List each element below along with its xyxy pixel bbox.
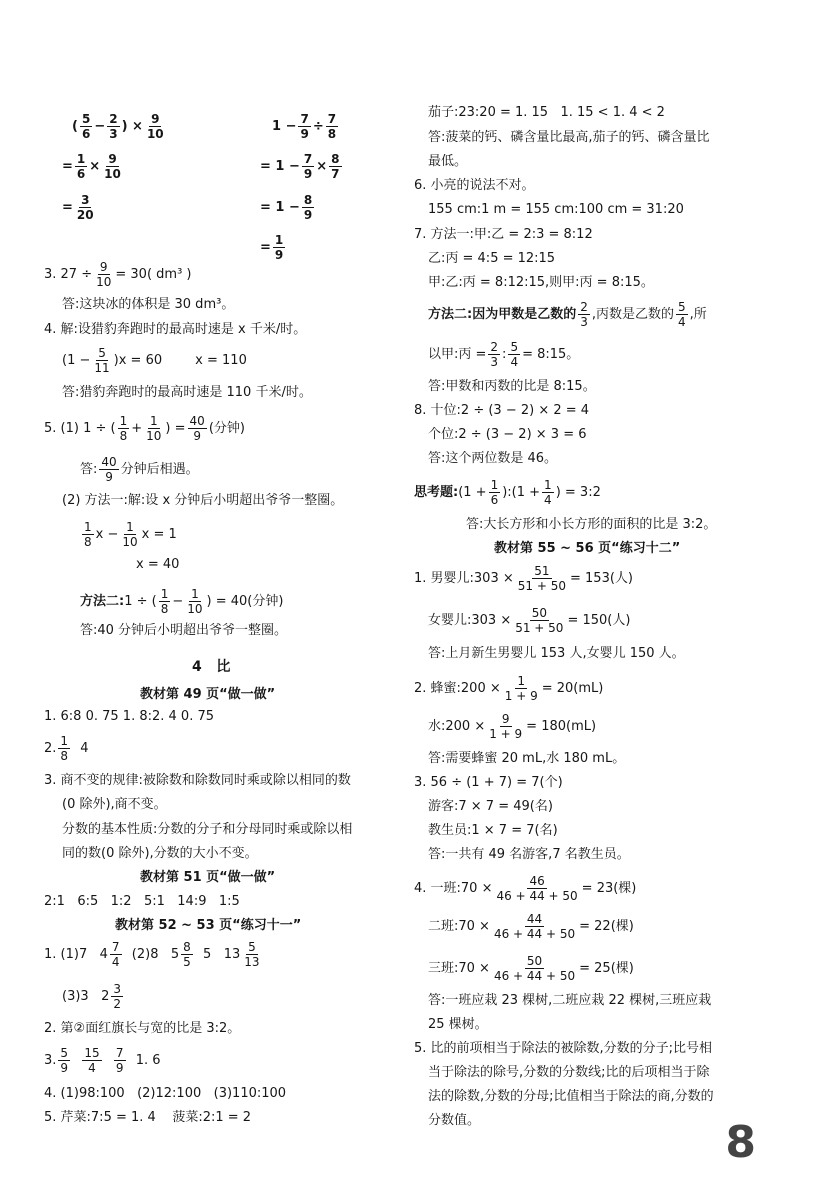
r17: 1. 男婴儿:303 × $\frac{51}{51 + 50}$ = 153(人) bbox=[414, 564, 633, 593]
r5: 155 cm:1 m = 155 cm:100 cm = 31:20 bbox=[428, 202, 684, 217]
q5-method2: 方法二:1 ÷ ( $\frac{1}{8}$ − $\frac{1}{10}$ ) = 40(分钟) bbox=[80, 587, 284, 616]
r30: 答:一班应栽 23 棵树,二班应栽 22 棵树,三班应栽 bbox=[428, 993, 712, 1008]
s49-3b: (0 除外),商不变。 bbox=[62, 797, 167, 812]
r1: 茄子:23:20 = 1. 15 1. 15 < 1. 4 < 2 bbox=[428, 105, 665, 120]
s49-1: 1. 6:8 0. 75 1. 8:2. 4 0. 75 bbox=[44, 709, 215, 724]
s52-3: 3. $\frac{5}{9}$ $\frac{15}{4}$ $\frac{7}{9}$ 1. 6 bbox=[44, 1046, 161, 1075]
r8: 甲:乙:丙 = 8:12:15,则甲:丙 = 8:15。 bbox=[428, 275, 654, 290]
r9: 方法二:因为甲数是乙数的 $\frac{2}{3}$ ,丙数是乙数的 $\frac{5}{4}$ ,所 bbox=[428, 300, 707, 329]
s52-5: 5. 芹菜:7:5 = 1. 4 菠菜:2:1 = 2 bbox=[44, 1110, 252, 1125]
r20: 2. 蜂蜜:200 × $\frac{1}{1 + 9}$ = 20(mL) bbox=[414, 674, 604, 703]
r21: 水:200 × $\frac{9}{1 + 9}$ = 180(mL) bbox=[428, 712, 597, 741]
s51-line: 2:1 6:5 1:2 5:1 14:9 1:5 bbox=[44, 894, 240, 909]
r16: 答:大长方形和小长方形的面积的比是 3:2。 bbox=[466, 517, 717, 532]
calc-2-line-1: 1 − $\frac{7}{9}$ ÷ $\frac{7}{8}$ bbox=[272, 112, 337, 141]
q4-answer: 答:猎豹奔跑时的最高时速是 110 千米/时。 bbox=[62, 385, 312, 400]
q3-answer: 答:这块冰的体积是 30 dm³。 bbox=[62, 297, 235, 312]
s49-3a: 3. 商不变的规律:被除数和除数同时乘或除以相同的数 bbox=[44, 773, 351, 788]
r28: 二班:70 × $\frac{44}{46 + 44 + 50}$ = 22(棵) bbox=[428, 912, 634, 941]
s52-1: 1. (1)7 4 $\frac{7}{4}$ (2)8 5 $\frac{8}{5}$ 5 13 $\frac{5}{13}$ bbox=[44, 940, 260, 969]
r31: 25 棵树。 bbox=[428, 1017, 488, 1032]
r22: 答:需要蜂蜜 20 mL,水 180 mL。 bbox=[428, 751, 626, 766]
r7: 乙:丙 = 4:5 = 12:15 bbox=[428, 251, 556, 266]
r15: 思考题:(1 + $\frac{1}{6}$ ):(1 + $\frac{1}{4}$ ) = 3:2 bbox=[414, 478, 601, 507]
s52-4: 4. (1)98:100 (2)12:100 (3)110:100 bbox=[44, 1086, 287, 1101]
q5-equation: $\frac{1}{8}$ x − $\frac{1}{10}$ x = 1 bbox=[84, 520, 177, 549]
chapter-title: 4 比 bbox=[192, 659, 231, 675]
q3-line: 3. 27 ÷ $\frac{9}{10}$ = 30( dm³ ) bbox=[44, 260, 192, 289]
section-heading-49: 教材第 49 页“做一做” bbox=[140, 687, 276, 702]
r19: 答:上月新生男婴儿 153 人,女婴儿 150 人。 bbox=[428, 646, 685, 661]
r6: 7. 方法一:甲:乙 = 2:3 = 8:12 bbox=[414, 227, 593, 242]
q5-part2: (2) 方法一:解:设 x 分钟后小明超出爷爷一整圈。 bbox=[62, 493, 344, 508]
section-heading-51: 教材第 51 页“做一做” bbox=[140, 870, 276, 885]
q4-equation: (1 − $\frac{5}{11}$ )x = 60 x = 110 bbox=[62, 346, 247, 375]
r26: 答:一共有 49 名游客,7 名教生员。 bbox=[428, 847, 630, 862]
q5-x: x = 40 bbox=[136, 557, 180, 572]
r12: 8. 十位:2 ÷ (3 − 2) × 2 = 4 bbox=[414, 403, 590, 418]
r24: 游客:7 × 7 = 49(名) bbox=[428, 799, 553, 814]
r4: 6. 小亮的说法不对。 bbox=[414, 178, 535, 193]
calc-1-line-2: = $\frac{1}{6}$ × $\frac{9}{10}$ bbox=[62, 152, 121, 181]
r32: 5. 比的前项相当于除法的被除数,分数的分子;比号相 bbox=[414, 1041, 713, 1056]
s52-2: 2. 第②面红旗长与宽的比是 3:2。 bbox=[44, 1021, 241, 1036]
calc-2-line-3: = 1 − $\frac{8}{9}$ bbox=[260, 193, 313, 222]
calc-1-line-3: = $\frac{3}{20}$ bbox=[62, 193, 94, 222]
s52-1b: (3)3 2 $\frac{3}{2}$ bbox=[62, 982, 121, 1011]
r13: 个位:2 ÷ (3 − 2) × 3 = 6 bbox=[428, 427, 587, 442]
r10: 以甲:丙 = $\frac{2}{3}$ : $\frac{5}{4}$ = 8:15。 bbox=[428, 340, 580, 369]
q5-answer-2: 答:40 分钟后小明超出爷爷一整圈。 bbox=[80, 623, 288, 638]
s49-3c: 分数的基本性质:分数的分子和分母同时乘或除以相 bbox=[62, 822, 353, 837]
r35: 分数值。 bbox=[428, 1113, 481, 1128]
calc-2-line-4: = $\frac{1}{9}$ bbox=[260, 233, 284, 262]
r3: 最低。 bbox=[428, 154, 468, 169]
q5-answer: 答: $\frac{40}{9}$ 分钟后相遇。 bbox=[80, 455, 199, 484]
r34: 法的除数,分数的分母;比值相当于除法的商,分数的 bbox=[428, 1089, 714, 1104]
r29: 三班:70 × $\frac{50}{46 + 44 + 50}$ = 25(棵) bbox=[428, 954, 634, 983]
s49-2: 2. $\frac{1}{8}$ 4 bbox=[44, 734, 89, 763]
r14: 答:这个两位数是 46。 bbox=[428, 451, 558, 466]
s49-3d: 同的数(0 除外),分数的大小不变。 bbox=[62, 846, 258, 861]
r25: 教生员:1 × 7 = 7(名) bbox=[428, 823, 558, 838]
page-number: 8 bbox=[725, 1117, 756, 1168]
r18: 女婴儿:303 × $\frac{50}{51 + 50}$ = 150(人) bbox=[428, 606, 631, 635]
r2: 答:菠菜的钙、磷含量比最高,茄子的钙、磷含量比 bbox=[428, 130, 710, 145]
section-heading-55: 教材第 55 ~ 56 页“练习十二” bbox=[494, 541, 681, 556]
r33: 当于除法的除号,分数的分数线;比的后项相当于除 bbox=[428, 1065, 710, 1080]
calc-2-line-2: = 1 − $\frac{7}{9}$ × $\frac{8}{7}$ bbox=[260, 152, 340, 181]
calc-1-line-1: ( $\frac{5}{6}$ − $\frac{2}{3}$ ) × $\frac{9}{10}$ bbox=[72, 112, 164, 141]
r11: 答:甲数和丙数的比是 8:15。 bbox=[428, 379, 596, 394]
section-heading-52: 教材第 52 ~ 53 页“练习十一” bbox=[115, 918, 302, 933]
q4-line: 4. 解:设猎豹奔跑时的最高时速是 x 千米/时。 bbox=[44, 322, 307, 337]
q5-line: 5. (1) 1 ÷ ( $\frac{1}{8}$ + $\frac{1}{10}$ ) = $\frac{40}{9}$ (分钟) bbox=[44, 414, 245, 443]
r27: 4. 一班:70 × $\frac{46}{46 + 44 + 50}$ = 23(棵) bbox=[414, 874, 637, 903]
r23: 3. 56 ÷ (1 + 7) = 7(个) bbox=[414, 775, 563, 790]
